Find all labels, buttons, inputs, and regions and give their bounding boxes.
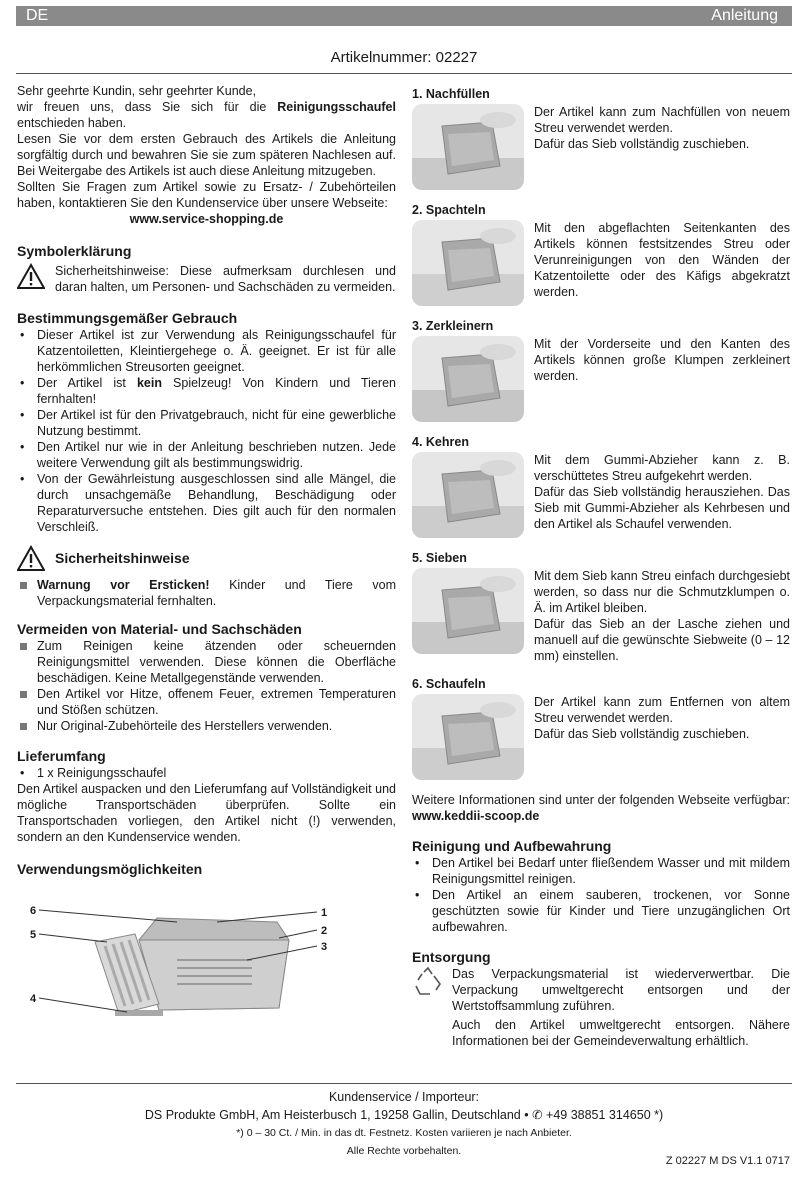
intro-paragraph-2: Lesen Sie vor dem ersten Gebrauch des Artikels die Anleitung sorgfältig durch und bewahren Sie sie zum späteren Nachlesen auf. Bei Weitergabe des Artikels ist auch diese Anleitung mitzugeben. bbox=[17, 132, 396, 178]
intro-paragraph-3: Sollten Sie Fragen zum Artikel sowie zu Ersatz- / Zubehörteilen haben, kontaktieren Sie den Kundenservice über unsere Webseite: bbox=[17, 180, 396, 210]
warning-triangle-icon bbox=[17, 545, 45, 571]
list-item: • Dieser Artikel ist zur Verwendung als Reinigungsschaufel für Katzentoiletten, Kleintiergehege o. Ä. geeignet. Er ist für alle herkömmlichen Streusorten geeignet. bbox=[17, 327, 396, 375]
step-text: Mit den abgeflachten Seitenkanten des Artikels können festsitzendes Streu oder Verunreinigungen von den Wänden der Katzentoilette oder des Käfigs abgekratzt werden. bbox=[534, 221, 790, 299]
list-item: • 1 x Reinigungsschaufel bbox=[17, 765, 396, 781]
symbols-heading: Symbolerklärung bbox=[17, 243, 132, 259]
document-code: Z 02227 M DS V1.1 0717 bbox=[665, 1155, 790, 1167]
diagram-label-6: 6 bbox=[30, 905, 37, 917]
step-photo bbox=[412, 220, 524, 306]
disposal-row bbox=[412, 966, 790, 1049]
right-column bbox=[412, 86, 790, 1049]
footer-rights: Alle Rechte vorbehalten. bbox=[346, 1145, 462, 1157]
symbols-row bbox=[17, 263, 396, 295]
greeting: Sehr geehrte Kundin, sehr geehrter Kunde, bbox=[17, 84, 257, 98]
diagram-label-4: 4 bbox=[30, 993, 37, 1005]
footer-service-label: Kundenservice / Importeur: bbox=[328, 1090, 480, 1104]
step-text: Der Artikel kann zum Entfernen von altem Streu verwendet werden. Dafür das Sieb vollständig zuschieben. bbox=[534, 695, 790, 741]
top-rule bbox=[16, 73, 792, 74]
step-photo bbox=[412, 336, 524, 422]
disposal-text-1: Das Verpackungsmaterial ist wiederverwertbar. Die Verpackung umweltgerecht entsorgen und der Wertstoffsammlung zuführen. bbox=[452, 967, 790, 1013]
document-type: Anleitung bbox=[711, 7, 778, 24]
step-title: 4. Kehren bbox=[412, 435, 469, 449]
list-item: • Den Artikel an einem sauberen, trockenen, vor Sonne geschützten sowie für Kinder und Tiere unzugänglichen Ort aufbewahren. bbox=[412, 887, 790, 935]
usage-step bbox=[412, 86, 790, 190]
list-item: • Von der Gewährleistung ausgeschlossen sind alle Mängel, die durch unsachgemäße Behandlung, Beschädigung oder Reparaturversuche entstehen. Dies gilt auch für den normalen Verschleiß. bbox=[17, 471, 396, 535]
step-text: Der Artikel kann zum Nachfüllen von neuem Streu verwendet werden. Dafür das Sieb vollständig zuschieben. bbox=[534, 105, 790, 151]
cleaning-list bbox=[412, 855, 790, 935]
diagram-label-2: 2 bbox=[321, 925, 328, 937]
cleaning-heading: Reinigung und Aufbewahrung bbox=[412, 838, 612, 854]
footer-address: DS Produkte GmbH, Am Heisterbusch 1, 19258 Gallin, Deutschland • ✆ +49 38851 314650 *) bbox=[144, 1108, 664, 1122]
step-photo bbox=[412, 104, 524, 190]
delivery-text: Den Artikel auspacken und den Lieferumfang auf Vollständigkeit und mögliche Transportschäden überprüfen. Sollte ein Transportschaden vorliegen, den Artikel nicht (!) verwenden, sondern an den Kundenservice wenden. bbox=[17, 782, 396, 844]
list-item: Den Artikel vor Hitze, offenem Feuer, extremen Temperaturen und Stößen schützen. bbox=[17, 686, 396, 718]
keddii-website-link[interactable]: www.keddii-scoop.de bbox=[412, 809, 540, 823]
step-photo bbox=[412, 452, 524, 538]
list-item: • Den Artikel bei Bedarf unter fließendem Wasser und mit mildem Reinigungsmittel reinigen. bbox=[412, 855, 790, 887]
intended-use-list bbox=[17, 327, 396, 535]
step-title: 3. Zerkleinern bbox=[412, 319, 494, 333]
step-photo bbox=[412, 568, 524, 654]
step-text: Mit dem Sieb kann Streu einfach durchgesiebt werden, so dass nur die Schmutzklumpen o. Ä. im Artikel bleiben. Dafür das Sieb an der Lasche ziehen und manuell auf die gewünschte Siebweite (0 – 12 mm) einstellen. bbox=[534, 569, 790, 663]
intro-paragraph-1: wir freuen uns, dass Sie sich für die Reinigungsschaufel entschieden haben. bbox=[17, 100, 396, 130]
step-title: 2. Spachteln bbox=[412, 203, 486, 217]
recycling-icon bbox=[412, 966, 444, 998]
footer-rule bbox=[16, 1083, 792, 1084]
list-item: • Der Artikel ist für den Privatgebrauch, nicht für eine gewerbliche Nutzung bestimmt. bbox=[17, 407, 396, 439]
service-website-link[interactable]: www.service-shopping.de bbox=[129, 212, 284, 226]
step-text: Mit der Vorderseite und den Kanten des Artikels können große Klumpen zerkleinert werden. bbox=[534, 337, 790, 383]
symbols-text: Sicherheitshinweise: Diese aufmerksam durchlesen und daran halten, um Personen- und Sachschäden zu vermeiden. bbox=[55, 264, 396, 294]
disposal-text-2: Auch den Artikel umweltgerecht entsorgen. Nähere Informationen bei der Gemeindeverwaltung erhältlich. bbox=[452, 1018, 790, 1048]
usage-step bbox=[412, 318, 790, 422]
safety-heading-row bbox=[17, 545, 396, 571]
phone-icon: ✆ bbox=[532, 1108, 543, 1122]
list-item: • Der Artikel ist kein Spielzeug! Von Kindern und Tieren fernhalten! bbox=[17, 375, 396, 407]
step-text: Mit dem Gummi-Abzieher kann z. B. verschüttetes Streu aufgekehrt werden. Dafür das Sieb vollständig herausziehen. Das Sieb mit Gummi-Abzieher als Kehrbesen und den Artikel als Schaufel verwenden. bbox=[534, 453, 790, 531]
usage-step bbox=[412, 676, 790, 780]
list-item: • Den Artikel nur wie in der Anleitung beschrieben nutzen. Jede weitere Verwendung gilt als bestimmungswidrig. bbox=[17, 439, 396, 471]
step-title: 1. Nachfüllen bbox=[412, 87, 490, 101]
usage-heading: Verwendungsmöglichkeiten bbox=[17, 861, 203, 877]
header-bar bbox=[16, 6, 792, 26]
damage-heading: Vermeiden von Material- und Sachschäden bbox=[17, 621, 302, 637]
safety-heading: Sicherheitshinweise bbox=[55, 549, 190, 566]
usage-step bbox=[412, 202, 790, 306]
intended-use-heading: Bestimmungsgemäßer Gebrauch bbox=[17, 310, 238, 326]
disposal-heading: Entsorgung bbox=[412, 949, 491, 965]
article-number: Artikelnummer: 02227 bbox=[330, 49, 478, 66]
language-code: DE bbox=[26, 7, 49, 24]
damage-list bbox=[17, 638, 396, 734]
diagram-label-1: 1 bbox=[321, 907, 328, 919]
usage-steps bbox=[412, 86, 790, 780]
step-title: 5. Sieben bbox=[412, 551, 467, 565]
usage-step bbox=[412, 550, 790, 664]
delivery-list bbox=[17, 765, 396, 781]
usage-step bbox=[412, 434, 790, 538]
list-item: Zum Reinigen keine ätzenden oder scheuernden Reinigungsmittel verwenden. Diese können die Oberfläche beschädigen. Keine Metallgegenstände verwenden. bbox=[17, 638, 396, 686]
footer-cost-note: *) 0 – 30 Ct. / Min. in das dt. Festnetz. Kosten variieren je nach Anbieter. bbox=[236, 1127, 572, 1139]
list-item: Nur Original-Zubehörteile des Herstellers verwenden. bbox=[17, 718, 396, 734]
diagram-label-5: 5 bbox=[30, 929, 37, 941]
step-title: 6. Schaufeln bbox=[412, 677, 486, 691]
delivery-heading: Lieferumfang bbox=[17, 748, 106, 764]
product-diagram bbox=[17, 900, 347, 1020]
left-column bbox=[17, 83, 396, 1020]
diagram-label-3: 3 bbox=[321, 941, 328, 953]
more-info-text: Weitere Informationen sind unter der folgenden Webseite verfügbar: www.keddii-scoop.de bbox=[412, 793, 790, 823]
list-item: Warnung vor Ersticken! Kinder und Tiere vom Verpackungsmaterial fernhalten. bbox=[17, 577, 396, 609]
safety-list bbox=[17, 577, 396, 609]
warning-triangle-icon bbox=[17, 263, 45, 289]
step-photo bbox=[412, 694, 524, 780]
scoop-illustration bbox=[17, 900, 347, 1020]
